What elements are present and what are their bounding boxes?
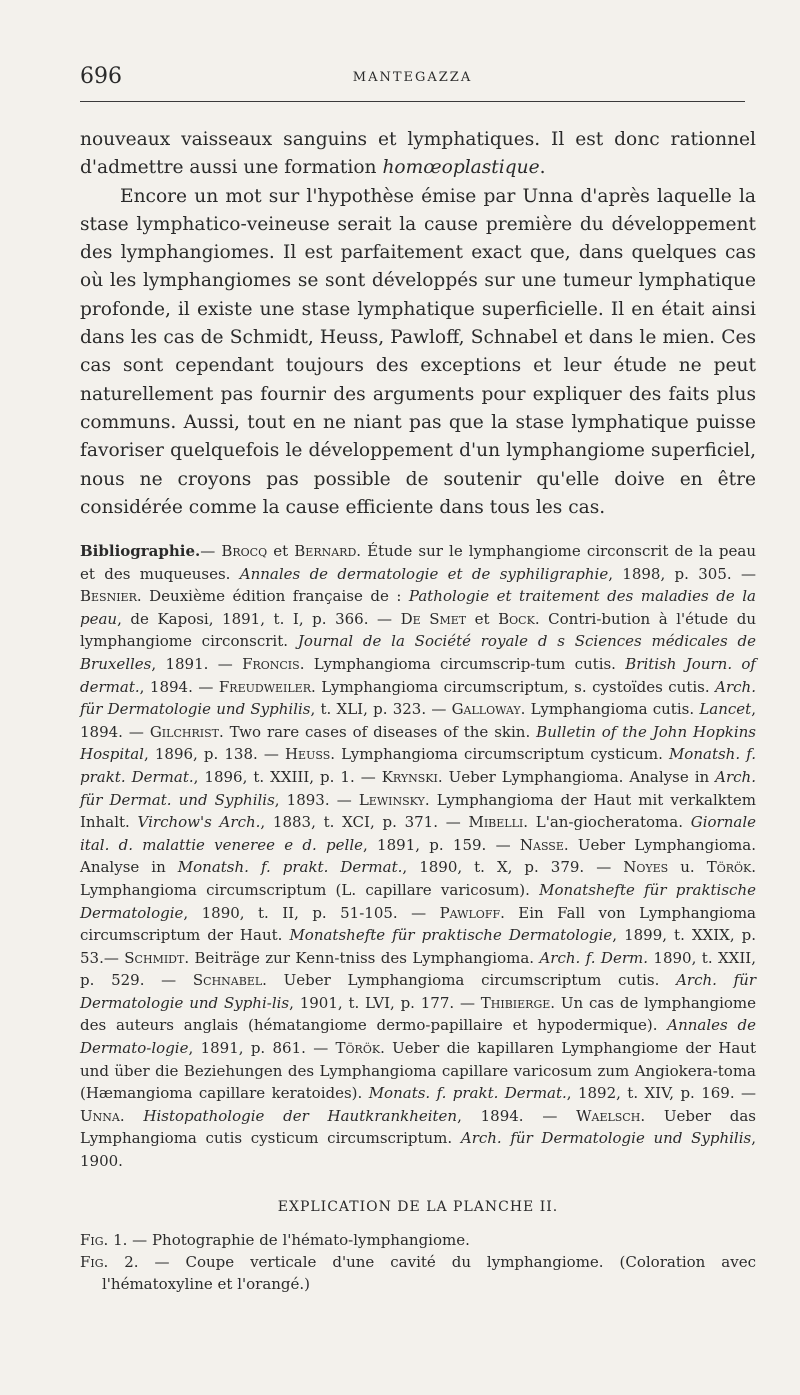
bib-author: Thibierge: [480, 993, 551, 1012]
bib-journal: Monatsh. f. prakt. Dermat.: [80, 745, 756, 786]
bib-author: Mibelli: [468, 813, 524, 832]
bibliography-heading: Bibliographie.: [80, 542, 201, 560]
bib-author: Gilchrist: [149, 722, 219, 741]
bib-journal: Arch. für Dermat. und Syphilis: [80, 767, 756, 809]
body-text: [80, 126, 756, 522]
bib-details: , 1890, t. II, p. 51-105. —: [183, 903, 440, 922]
bib-author: Freudweiler: [218, 677, 311, 696]
bib-journal: Annales de Dermato-logie: [80, 1016, 756, 1058]
paragraph-1: nouveaux vaisseaux sanguins et lymphatiques. Il est donc rationnel d'admettre aussi une formation homœoplastique.: [80, 129, 756, 179]
bib-journal: Bulletin of the John Hopkins Hospital: [80, 722, 757, 764]
bib-author: Brocq: [221, 542, 268, 560]
bib-journal: Monatshefte für praktische Dermatologie: [289, 926, 613, 945]
bib-author: Waelsch: [576, 1106, 641, 1125]
bib-journal: British Journ. of dermat.: [80, 654, 756, 696]
bib-journal: Virchow's Arch.: [137, 813, 261, 832]
bib-details: , 1894. —: [80, 700, 756, 741]
bib-author: Galloway: [451, 700, 521, 719]
bib-author: Noyes: [623, 858, 669, 877]
bib-journal: Arch. für Dermatologie und Syphi-lis: [80, 971, 756, 1012]
bib-author: Pawloff: [439, 903, 501, 922]
plate-explanation: [80, 1199, 756, 1295]
figure-caption-2: Fig. 2. — Coupe verticale d'une cavité du lymphangiome. (Coloration avec l'hématoxyline et l'orangé.): [80, 1253, 756, 1293]
bib-author: Török: [335, 1039, 381, 1058]
bib-details: , 1896, p. 138. —: [143, 745, 285, 764]
bib-author: Nasse: [519, 835, 564, 854]
bib-text: et: [466, 609, 499, 628]
bib-text: . L'an-giocheratoma.: [523, 813, 691, 832]
bib-text: . Ueber Lymphangioma. Analyse in: [80, 835, 756, 877]
bib-text: . Ein Fall von Lymphangioma circumscriptum der Haut.: [80, 903, 756, 945]
bib-journal: Lancet: [699, 700, 752, 719]
bib-text: et: [267, 542, 295, 560]
bibliography-text: Bibliographie.— Brocq et Bernard. Étude sur le lymphangiome circonscrit de la peau et des muqueuses. Annales de dermatologie et de syphiligraphie, 1898, p. 305. — Besnier. Deuxième édition française de : Pathologie et traitement des maladies de la peau, de Kaposi, 1891, t. I, p. 366. — De Smet et Bock. Contri-bution à l'étude du lymphangiome circonscrit. Journal de la Société royale d s Sciences médicales de Bruxelles, 1891. — Froncis. Lymphangioma circumscrip-tum cutis. British Journ. of dermat., 1894. — Freudweiler. Lymphangioma circumscriptum, s. cystoïdes cutis. Arch. für Dermatologie und Syphilis, t. XLI, p. 323. — Galloway. Lymphangioma cutis. Lancet, 1894. — Gilchrist. Two rare cases of diseases of the skin. Bulletin of the John Hopkins Hospital, 1896, p. 138. — Heuss. Lymphangioma circumscriptum cysticum. Monatsh. f. prakt. Dermat., 1896, t. XXIII, p. 1. — Krynski. Ueber Lymphangioma. Analyse in Arch. für Dermat. und Syphilis, 1893. — Lewinsky. Lymphangioma der Haut mit verkalktem Inhalt. Virchow's Arch., 1883, t. XCI, p. 371. — Mibelli. L'an-giocheratoma. Giornale ital. d. malattie veneree e d. pelle, 1891, p. 159. — Nasse. Ueber Lymphangioma. Analyse in Monatsh. f. prakt. Dermat., 1890, t. X, p. 379. — Noyes u. Török. Lymphangioma circumscriptum (L. capillare varicosum). Monatshefte für praktische Dermatologie, 1890, t. II, p. 51-105. — Pawloff. Ein Fall von Lymphangioma circumscriptum der Haut. Monatshefte für praktische Dermatologie, 1899, t. XXIX, p. 53.— Schmidt. Beiträge zur Kenn-tniss des Lymphangioma. Arch. f. Derm. 1890, t. XXII, p. 529. — Schnabel. Ueber Lymphangioma circumscriptum cutis. Arch. für Dermatologie und Syphi-lis, 1901, t. LVI, p. 177. — Thibierge. Un cas de lymphangiome des auteurs anglais (hématangiome dermo-papillaire et hypodermique). Annales de Dermato-logie, 1891, p. 861. — Török. Ueber die kapillaren Lymphangiome der Haut und über die Beziehungen des Lymphangioma capillare varicosum zum Angiokera-toma (Hæmangioma capillare keratoides). Monats. f. prakt. Dermat., 1892, t. XIV, p. 169. — Unna. Histopathologie der Hautkrankheiten, 1894. — Waelsch. Ueber das Lymphangioma cutis cysticum circumscriptum. Arch. für Dermatologie und Syphilis, 1900.: [80, 542, 757, 1171]
bib-journal: Monatsh. f. prakt. Dermat.: [177, 858, 403, 877]
bib-text: . Deuxième édition française de :: [136, 587, 409, 606]
bib-journal: Annales de dermatologie et de syphiligraphie: [239, 564, 609, 583]
bib-details: , 1901, t. LVI, p. 177. —: [289, 993, 481, 1012]
emphasis-term: homœoplastique: [382, 157, 540, 179]
bib-details: , 1898, p. 305. —: [608, 564, 756, 583]
bib-author: Bock: [498, 609, 535, 628]
bib-text: . Ueber Lymphangioma. Analyse in: [437, 767, 716, 786]
bib-author: Froncis: [242, 654, 300, 673]
header-rule: [80, 101, 745, 102]
bib-details: , 1891, p. 861. —: [188, 1039, 336, 1058]
bib-text: . Lymphangioma circumscriptum (L. capillare varicosum).: [80, 858, 757, 899]
bib-author: Schnabel: [192, 971, 263, 990]
plate-explanation-title: EXPLICATION DE LA PLANCHE II.: [277, 1199, 559, 1215]
bib-text: . Lymphangioma cutis.: [520, 700, 700, 719]
bib-details: , 1900.: [80, 1129, 757, 1171]
paragraph-2: Encore un mot sur l'hypothèse émise par Unna d'après laquelle la stase lymphatico-veineuse serait la cause première du développement des lymphangiomes. Il est parfaitement exact que, dans quelques cas où les lymphangiomes se sont développés sur une tumeur lymphatique profonde, il existe une stase lymphatique superficielle. Il en était ainsi dans les cas de Schmidt, Heuss, Pawloff, Schnabel et dans le mien. Ces cas sont cependant toujours des exceptions et leur étude ne peut naturellement pas fournir des arguments pour expliquer des faits plus communs. Aussi, tout en ne niant pas que la stase lymphatique puisse favoriser quelquefois le développement d'un lymphangiome superficiel, nous ne croyons pas possible de soutenir qu'elle doive en être considérée comme la cause efficiente dans tous les cas.: [80, 185, 756, 518]
bib-details: , t. XLI, p. 323. —: [310, 700, 452, 719]
bib-text: . Un cas de lymphangiome des auteurs anglais (hématangiome dermo-papillaire et hypodermique).: [80, 993, 756, 1035]
bib-text: . Ueber Lymphangioma circumscriptum cutis.: [262, 971, 677, 990]
bib-journal: Arch. f. Derm.: [539, 948, 648, 967]
bib-journal: Histopathologie der Hautkrankheiten: [143, 1106, 458, 1125]
bib-text: .: [119, 1106, 144, 1125]
bib-author: Heuss: [284, 745, 331, 764]
bib-text: . Two rare cases of diseases of the skin.: [218, 722, 537, 741]
bib-text: . Lymphangioma circumscriptum cysticum.: [330, 745, 669, 764]
bib-author: Krynski: [381, 767, 438, 786]
bib-text: . Lymphangioma der Haut mit verkalktem Inhalt.: [80, 790, 756, 832]
bib-author: Lewinsky: [358, 790, 425, 809]
bib-text: . Contri-bution à l'étude du lymphangiome circonscrit.: [80, 609, 756, 651]
bib-details: , 1890, t. X, p. 379. —: [402, 858, 624, 877]
bib-text: . Ueber das Lymphangioma cutis cysticum circumscriptum.: [80, 1106, 757, 1148]
bib-author: Schmidt: [124, 948, 185, 967]
bib-details: , 1894. —: [457, 1106, 577, 1125]
bib-text: u.: [668, 858, 707, 877]
bib-author: Besnier: [80, 587, 137, 606]
page-header: [80, 64, 745, 88]
bib-journal: Arch. für Dermatologie und Syphilis: [80, 677, 756, 719]
bib-journal: Arch. für Dermatologie und Syphilis: [460, 1129, 752, 1148]
bib-text: . Ueber die kapillaren Lymphangiome der Haut und über die Beziehungen des Lymphangioma capillare varicosum zum Angiokera-toma (Hæmangioma capillare keratoides).: [80, 1039, 756, 1103]
bib-details: , de Kaposi, 1891, t. I, p. 366. —: [117, 609, 401, 628]
bib-details: , 1899, t. XXIX, p. 53.—: [80, 926, 756, 967]
bib-details: , 1891. —: [151, 654, 243, 673]
bib-journal: Pathologie et traitement des maladies de la peau: [80, 587, 756, 628]
bib-text: . Lymphangioma circumscriptum, s. cystoïdes cutis.: [311, 677, 716, 696]
bib-details: 1890, t. XXII, p. 529. —: [80, 948, 756, 990]
bib-author: Bernard: [294, 542, 357, 560]
bib-text: . Étude sur le lymphangiome circonscrit de la peau et des muqueuses.: [80, 542, 757, 583]
bib-journal: Monatshefte für praktische Dermatologie: [80, 880, 756, 922]
bib-text: . Lymphangioma circumscrip-tum cutis.: [299, 654, 626, 673]
bib-details: , 1896, t. XXIII, p. 1. —: [193, 767, 382, 786]
figure-caption-1: Fig. 1. — Photographie de l'hémato-lymphangiome.: [80, 1231, 470, 1249]
running-head: MANTEGAZZA: [352, 70, 473, 85]
bib-text: . Beiträge zur Kenn-tniss des Lymphangioma.: [184, 948, 540, 967]
bib-details: , 1893. —: [274, 790, 359, 809]
bibliography: [80, 540, 756, 1173]
page-number: 696: [80, 64, 122, 89]
bib-journal: Giornale ital. d. malattie veneree e d. pelle: [80, 813, 756, 854]
bib-journal: Monats. f. prakt. Dermat.: [368, 1084, 567, 1103]
bib-author: Török: [706, 858, 752, 877]
bib-author: Unna: [80, 1106, 120, 1125]
bib-details: , 1892, t. XIV, p. 169. —: [566, 1084, 757, 1103]
bib-author: De Smet: [400, 609, 467, 628]
bib-details: , 1883, t. XCI, p. 371. —: [260, 813, 469, 832]
bib-details: , 1894. —: [139, 677, 219, 696]
bib-journal: Journal de la Société royale d s Sciences médicales de Bruxelles: [80, 632, 756, 673]
bib-details: , 1891, p. 159. —: [363, 835, 520, 854]
